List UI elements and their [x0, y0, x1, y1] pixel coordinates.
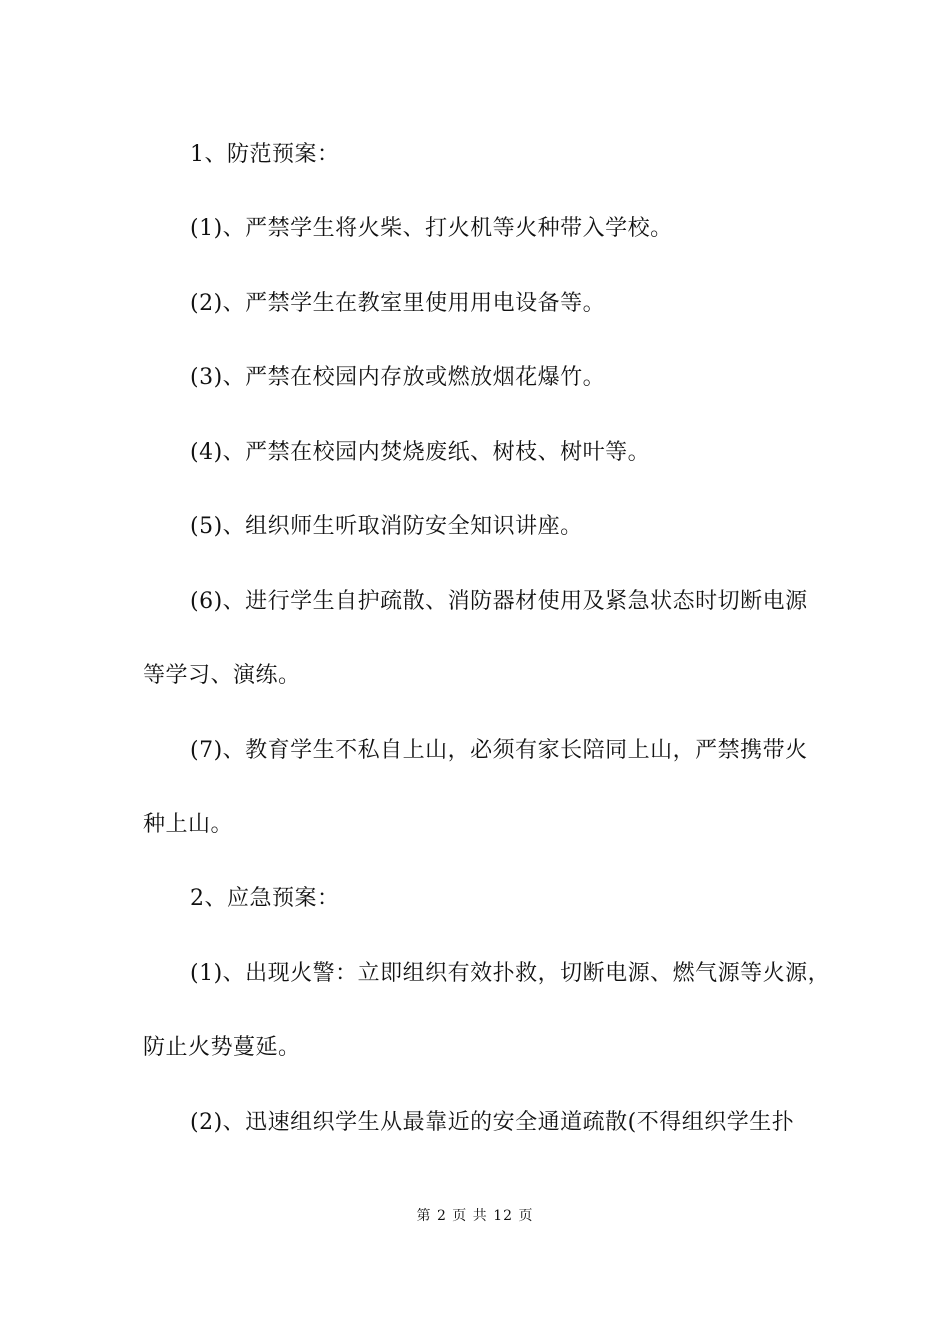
paragraph-line: (1)、严禁学生将火柴、打火机等火种带入学校。: [190, 216, 673, 241]
heading-prevention-plan: 1、防范预案：: [190, 142, 340, 167]
page-number-label: 第 2 页 共 12 页: [416, 1208, 534, 1224]
paragraph-line: (3)、严禁在校园内存放或燃放烟花爆竹。: [190, 365, 606, 390]
paragraph-line: (6)、进行学生自护疏散、消防器材使用及紧急状态时切断电源: [190, 589, 808, 614]
heading-emergency-plan: 2、应急预案：: [190, 886, 340, 911]
paragraph-line: (1)、出现火警：立即组织有效扑救，切断电源、燃气源等火源，: [190, 961, 831, 986]
paragraph-line: (5)、组织师生听取消防安全知识讲座。: [190, 514, 583, 539]
paragraph-line-continuation: 等学习、演练。: [143, 663, 301, 688]
paragraph-line-continuation: 防止火势蔓延。: [143, 1035, 301, 1060]
paragraph-line: (7)、教育学生不私自上山，必须有家长陪同上山，严禁携带火: [190, 738, 808, 763]
paragraph-line-continuation: 种上山。: [143, 812, 234, 837]
paragraph-line: (2)、迅速组织学生从最靠近的安全通道疏散(不得组织学生扑: [190, 1110, 795, 1135]
page-footer: [0, 1206, 950, 1226]
paragraph-line: (2)、严禁学生在教室里使用用电设备等。: [190, 291, 606, 316]
paragraph-line: (4)、严禁在校园内焚烧废纸、树枝、树叶等。: [190, 440, 651, 465]
